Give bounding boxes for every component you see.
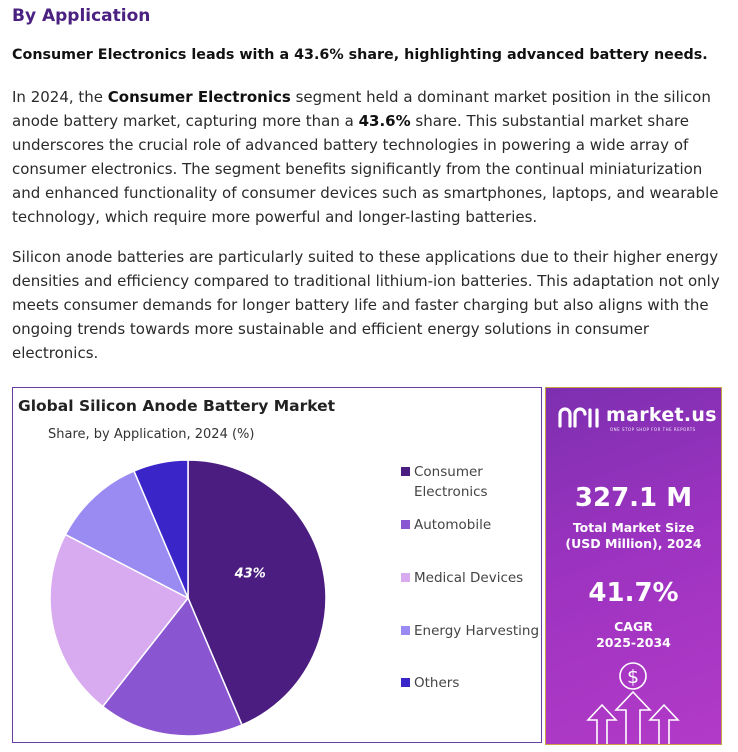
brand-name: market.us bbox=[606, 404, 717, 426]
paragraph-1-bold-share: 43.6% bbox=[358, 112, 411, 130]
market-size-value: 327.1 M bbox=[574, 483, 693, 513]
legend-label: Energy Harvesting bbox=[414, 623, 540, 639]
brand-logo bbox=[556, 404, 716, 430]
market-summary-panel bbox=[545, 387, 722, 745]
section-title: By Application bbox=[12, 6, 151, 26]
growth-arrows-icon bbox=[546, 648, 722, 745]
chart-subtitle: Share, by Application, 2024 (%) bbox=[48, 427, 255, 442]
legend-item-consumer-electronics bbox=[401, 462, 488, 502]
paragraph-1 bbox=[12, 85, 728, 229]
chart-frame bbox=[12, 387, 542, 743]
market-size-label bbox=[546, 520, 721, 552]
brand-tagline: ONE STOP SHOP FOR THE REPORTS bbox=[610, 427, 696, 432]
pie-chart bbox=[13, 388, 540, 741]
paragraph-1-text-b: segment held a dominant market position in the silicon anode battery market, capturing more than a bbox=[12, 88, 711, 130]
legend-swatch bbox=[401, 626, 410, 635]
market-us-logo-icon bbox=[556, 404, 602, 430]
section-headline: Consumer Electronics leads with a 43.6% share, highlighting advanced battery needs. bbox=[12, 47, 708, 63]
cagr-label-line-1: CAGR bbox=[614, 619, 653, 634]
legend-label: Medical Devices bbox=[414, 570, 524, 586]
cagr-label-line-2: 2025-2034 bbox=[596, 635, 671, 650]
legend-label: Consumer Electronics bbox=[414, 464, 488, 500]
legend-item-automobile bbox=[401, 515, 491, 535]
legend-swatch bbox=[401, 467, 410, 476]
paragraph-1-bold-segment: Consumer Electronics bbox=[107, 88, 291, 106]
paragraph-2: Silicon anode batteries are particularly suited to these applications due to their higher energy densities and efficiency compared to traditional lithium-ion batteries. This adaptation not only meets consumer demands for longer battery life and faster charging but also aligns with the ongoing trends towards more sustainable and efficient energy solutions in consumer electronics. bbox=[12, 248, 720, 362]
paragraph-1-text-a: In 2024, the bbox=[12, 88, 108, 106]
legend-item-medical-devices bbox=[401, 568, 523, 588]
market-size-label-line-1: Total Market Size bbox=[572, 520, 695, 535]
legend-item-energy-harvesting bbox=[401, 621, 539, 641]
pie-data-label: 43% bbox=[234, 566, 266, 582]
paragraph-1-text-c: share. This substantial market share underscores the crucial role of advanced battery technologies in powering a wide array of consumer electronics. The segment benefits significantly from the continual miniaturization and enhanced functionality of consumer devices such as smartphones, laptops, and wearable technology, which require more powerful and longer-lasting batteries. bbox=[12, 112, 719, 226]
market-size-label-line-2: (USD Million), 2024 bbox=[565, 536, 702, 551]
legend-label: Automobile bbox=[414, 517, 492, 533]
legend-swatch bbox=[401, 520, 410, 529]
legend-label: Others bbox=[414, 675, 460, 691]
legend-swatch bbox=[401, 573, 410, 582]
chart-title: Global Silicon Anode Battery Market bbox=[18, 397, 336, 415]
cagr-value: 41.7% bbox=[588, 578, 679, 608]
legend-item-others bbox=[401, 673, 459, 693]
cagr-label bbox=[546, 619, 721, 651]
dollar-icon: $ bbox=[626, 666, 640, 688]
legend-swatch bbox=[401, 678, 410, 687]
